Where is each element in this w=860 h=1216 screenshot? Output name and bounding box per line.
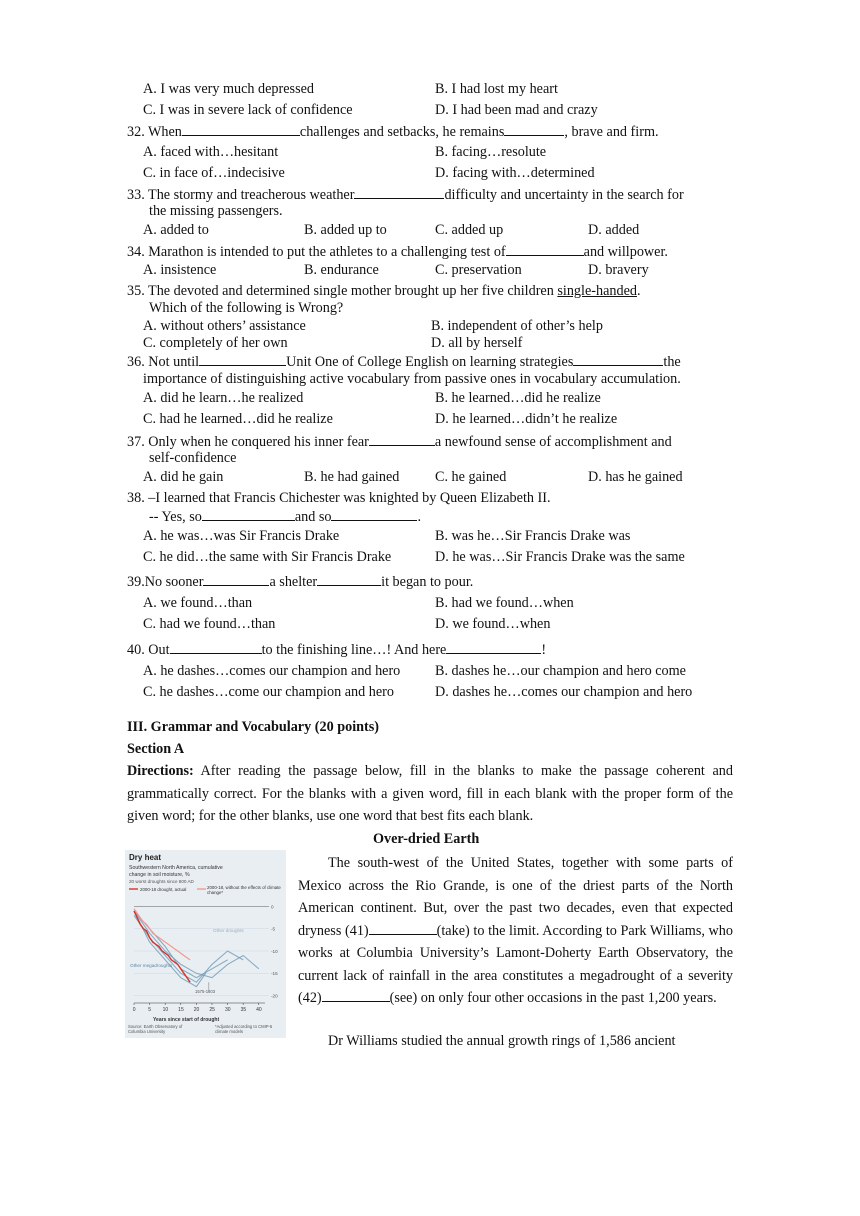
legend-actual-label: 2000-18 drought, actual xyxy=(140,887,187,892)
q37-option-d: D. has he gained xyxy=(588,469,683,485)
q39-option-c: C. had we found…than xyxy=(143,616,276,632)
q39-option-d: D. we found…when xyxy=(435,616,551,632)
q33-stem: 33. The stormy and treacherous weather difficulty and uncertainty in the search for xyxy=(127,187,684,203)
q36-option-d: D. he learned…didn’t he realize xyxy=(435,411,618,427)
chart-subtitle-3: 20 worst droughts since 800 AD xyxy=(129,879,194,884)
q35-option-b: B. independent of other’s help xyxy=(431,318,603,334)
q38-option-b: B. was he…Sir Francis Drake was xyxy=(435,528,631,544)
chart-ticks xyxy=(133,904,278,1013)
q39-stem: 39.No sooner a shelter it began to pour. xyxy=(127,574,474,590)
q32-blank-1[interactable] xyxy=(182,122,300,136)
directions-label: Directions: xyxy=(127,763,194,779)
other-megadrought-line xyxy=(134,915,243,982)
q36-stem: 36. Not until Unit One of College English on learning strategies the xyxy=(127,354,681,370)
q37-stem-continued: self-confidence xyxy=(149,450,237,466)
chart-title: Dry heat xyxy=(129,853,162,862)
q37-blank[interactable] xyxy=(369,432,435,446)
q35-underlined-phrase: single-handed xyxy=(557,283,637,299)
q35-question: Which of the following is Wrong? xyxy=(149,300,344,316)
q36-stem-continued: importance of distinguishing active vocabulary from passive ones in vocabulary accumulation. xyxy=(143,371,681,387)
q38-blank-1[interactable] xyxy=(202,507,295,521)
chart-x-axis-label: Years since start of drought xyxy=(153,1017,220,1023)
y-tick-label: -20 xyxy=(271,993,278,999)
x-tick-label: 5 xyxy=(148,1007,152,1013)
other-megadrought-line xyxy=(134,911,206,987)
q40-blank-2[interactable] xyxy=(446,640,541,654)
q39-option-b: B. had we found…when xyxy=(435,595,574,611)
q40-option-b: B. dashes he…our champion and hero come xyxy=(435,663,686,679)
x-tick-label: 10 xyxy=(162,1007,169,1013)
q32-blank-2[interactable] xyxy=(504,122,564,136)
q32-option-c: C. in face of…indecisive xyxy=(143,165,285,181)
q40-stem: 40. Out to the finishing line…! And here ! xyxy=(127,642,547,658)
q37-option-b: B. he had gained xyxy=(304,469,400,485)
q36-option-b: B. he learned…did he realize xyxy=(435,390,601,406)
chart-lines xyxy=(134,909,259,991)
q37-option-a: A. did he gain xyxy=(143,469,224,485)
q33-stem-continued: the missing passengers. xyxy=(149,203,283,219)
q34-option-c: C. preservation xyxy=(435,262,522,278)
q36-blank-2[interactable] xyxy=(573,352,663,366)
q31-option-c: C. I was in severe lack of confidence xyxy=(143,102,353,118)
q32-option-d: D. facing with…determined xyxy=(435,165,595,181)
chart-subtitle-1: Southwestern North America, cumulative xyxy=(129,865,223,871)
legend-no-cc-label-wrap xyxy=(207,885,285,899)
q36-blank-1[interactable] xyxy=(199,352,286,366)
y-tick-label: 0 xyxy=(271,904,274,910)
q32-option-a: A. faced with…hesitant xyxy=(143,144,279,160)
q38-blank-2[interactable] xyxy=(331,507,417,521)
q39-option-a: A. we found…than xyxy=(143,595,253,611)
q32-option-b: B. facing…resolute xyxy=(435,144,547,160)
x-tick-label: 25 xyxy=(209,1007,215,1013)
q34-blank[interactable] xyxy=(506,242,584,256)
chart-footnote-wrap xyxy=(215,1024,285,1038)
q40-option-a: A. he dashes…comes our champion and hero xyxy=(143,663,401,679)
q38-option-a: A. he was…was Sir Francis Drake xyxy=(143,528,340,544)
x-tick-label: 30 xyxy=(224,1007,231,1013)
q37-option-c: C. he gained xyxy=(435,469,507,485)
q38-stem: 38. –I learned that Francis Chichester was knighted by Queen Elizabeth II. xyxy=(127,490,551,506)
q34-stem: 34. Marathon is intended to put the athletes to a challenging test of and willpower. xyxy=(127,244,668,260)
q39-blank-1[interactable] xyxy=(203,572,269,586)
q32-stem: 32. When challenges and setbacks, he remains , brave and firm. xyxy=(127,124,659,140)
q33-option-a: A. added to xyxy=(143,222,209,238)
x-tick-label: 20 xyxy=(193,1007,200,1013)
q37-stem: 37. Only when he conquered his inner fear a newfound sense of accomplishment and xyxy=(127,434,672,450)
chart-footnote: *Adjusted according to CMIP-5 climate models xyxy=(215,1024,273,1034)
label-1575: 1575-1603 xyxy=(195,989,216,994)
q34-option-b: B. endurance xyxy=(304,262,379,278)
q35-stem: 35. The devoted and determined single mother brought up her five children single-handed. xyxy=(127,283,641,299)
q38-option-c: C. he did…the same with Sir Francis Drake xyxy=(143,549,392,565)
y-tick-label: -15 xyxy=(271,971,278,977)
q39-blank-2[interactable] xyxy=(317,572,381,586)
section-a-heading: Section A xyxy=(127,741,185,757)
q34-option-d: D. bravery xyxy=(588,262,649,278)
passage-paragraph-1: The south-west of the United States, together with some parts of Mexico across the Rio Grande, is one of the driest parts of the North American continent. But, over the past two decades, even that expected dryness (41) (take) to the limit. According to Park Williams, who works at Columbia University’s Lamont-Doherty Earth Observatory, the current lack of rainfall in the area constitutes a megadrought of a severity (42) (see) on only four other occasions in the past 1,200 years. xyxy=(298,855,733,1006)
legend-no-cc-label: 2000-18, without the effects of climate change* xyxy=(207,885,281,895)
q33-blank[interactable] xyxy=(354,185,444,199)
q38-option-d: D. he was…Sir Francis Drake was the same xyxy=(435,549,685,565)
label-other-droughts: Other droughts xyxy=(213,928,244,933)
q36-option-c: C. had he learned…did he realize xyxy=(143,411,333,427)
x-tick-label: 40 xyxy=(256,1007,262,1013)
x-tick-label: 15 xyxy=(178,1007,184,1013)
x-tick-label: 0 xyxy=(132,1007,136,1013)
q38-response: -- Yes, so and so . xyxy=(149,509,422,525)
q31-option-d: D. I had been mad and crazy xyxy=(435,102,598,118)
q35-option-d: D. all by herself xyxy=(431,335,523,351)
directions: Directions: After reading the passage below, fill in the blanks to make the passage coherent and grammatically correct. For the blanks with a given word, fill in each blank with the proper form of the given word; for the other blanks, use one word that best fits each blank. xyxy=(127,763,733,824)
y-tick-label: -10 xyxy=(271,948,278,954)
q40-blank-1[interactable] xyxy=(170,640,262,654)
chart-source: Source: Earth Observatory of Columbia University xyxy=(128,1024,183,1034)
passage-title: Over-dried Earth xyxy=(373,831,480,847)
q31-option-a: A. I was very much depressed xyxy=(143,81,314,97)
q31-option-b: B. I had lost my heart xyxy=(435,81,558,97)
q36-option-a: A. did he learn…he realized xyxy=(143,390,304,406)
q40-option-c: C. he dashes…come our champion and hero xyxy=(143,684,394,700)
y-tick-label: -5 xyxy=(271,926,276,932)
q33-option-b: B. added up to xyxy=(304,222,387,238)
blank-42[interactable] xyxy=(322,988,390,1002)
blank-41[interactable] xyxy=(369,921,437,935)
chart-subtitle-2: change in soil moisture, % xyxy=(129,872,190,878)
chart-source-wrap xyxy=(128,1024,200,1038)
dry-heat-chart xyxy=(125,850,286,1038)
q35-option-a: A. without others’ assistance xyxy=(143,318,306,334)
q33-option-d: D. added xyxy=(588,222,640,238)
q40-option-d: D. dashes he…comes our champion and hero xyxy=(435,684,693,700)
x-tick-label: 35 xyxy=(240,1007,247,1013)
q33-option-c: C. added up xyxy=(435,222,504,238)
passage-paragraph-2: Dr Williams studied the annual growth rings of 1,586 ancient xyxy=(328,1033,676,1049)
section-heading: III. Grammar and Vocabulary (20 points) xyxy=(127,719,379,735)
q34-option-a: A. insistence xyxy=(143,262,217,278)
q35-option-c: C. completely of her own xyxy=(143,335,288,351)
label-other-megadroughts: Other megadroughts xyxy=(130,963,173,968)
